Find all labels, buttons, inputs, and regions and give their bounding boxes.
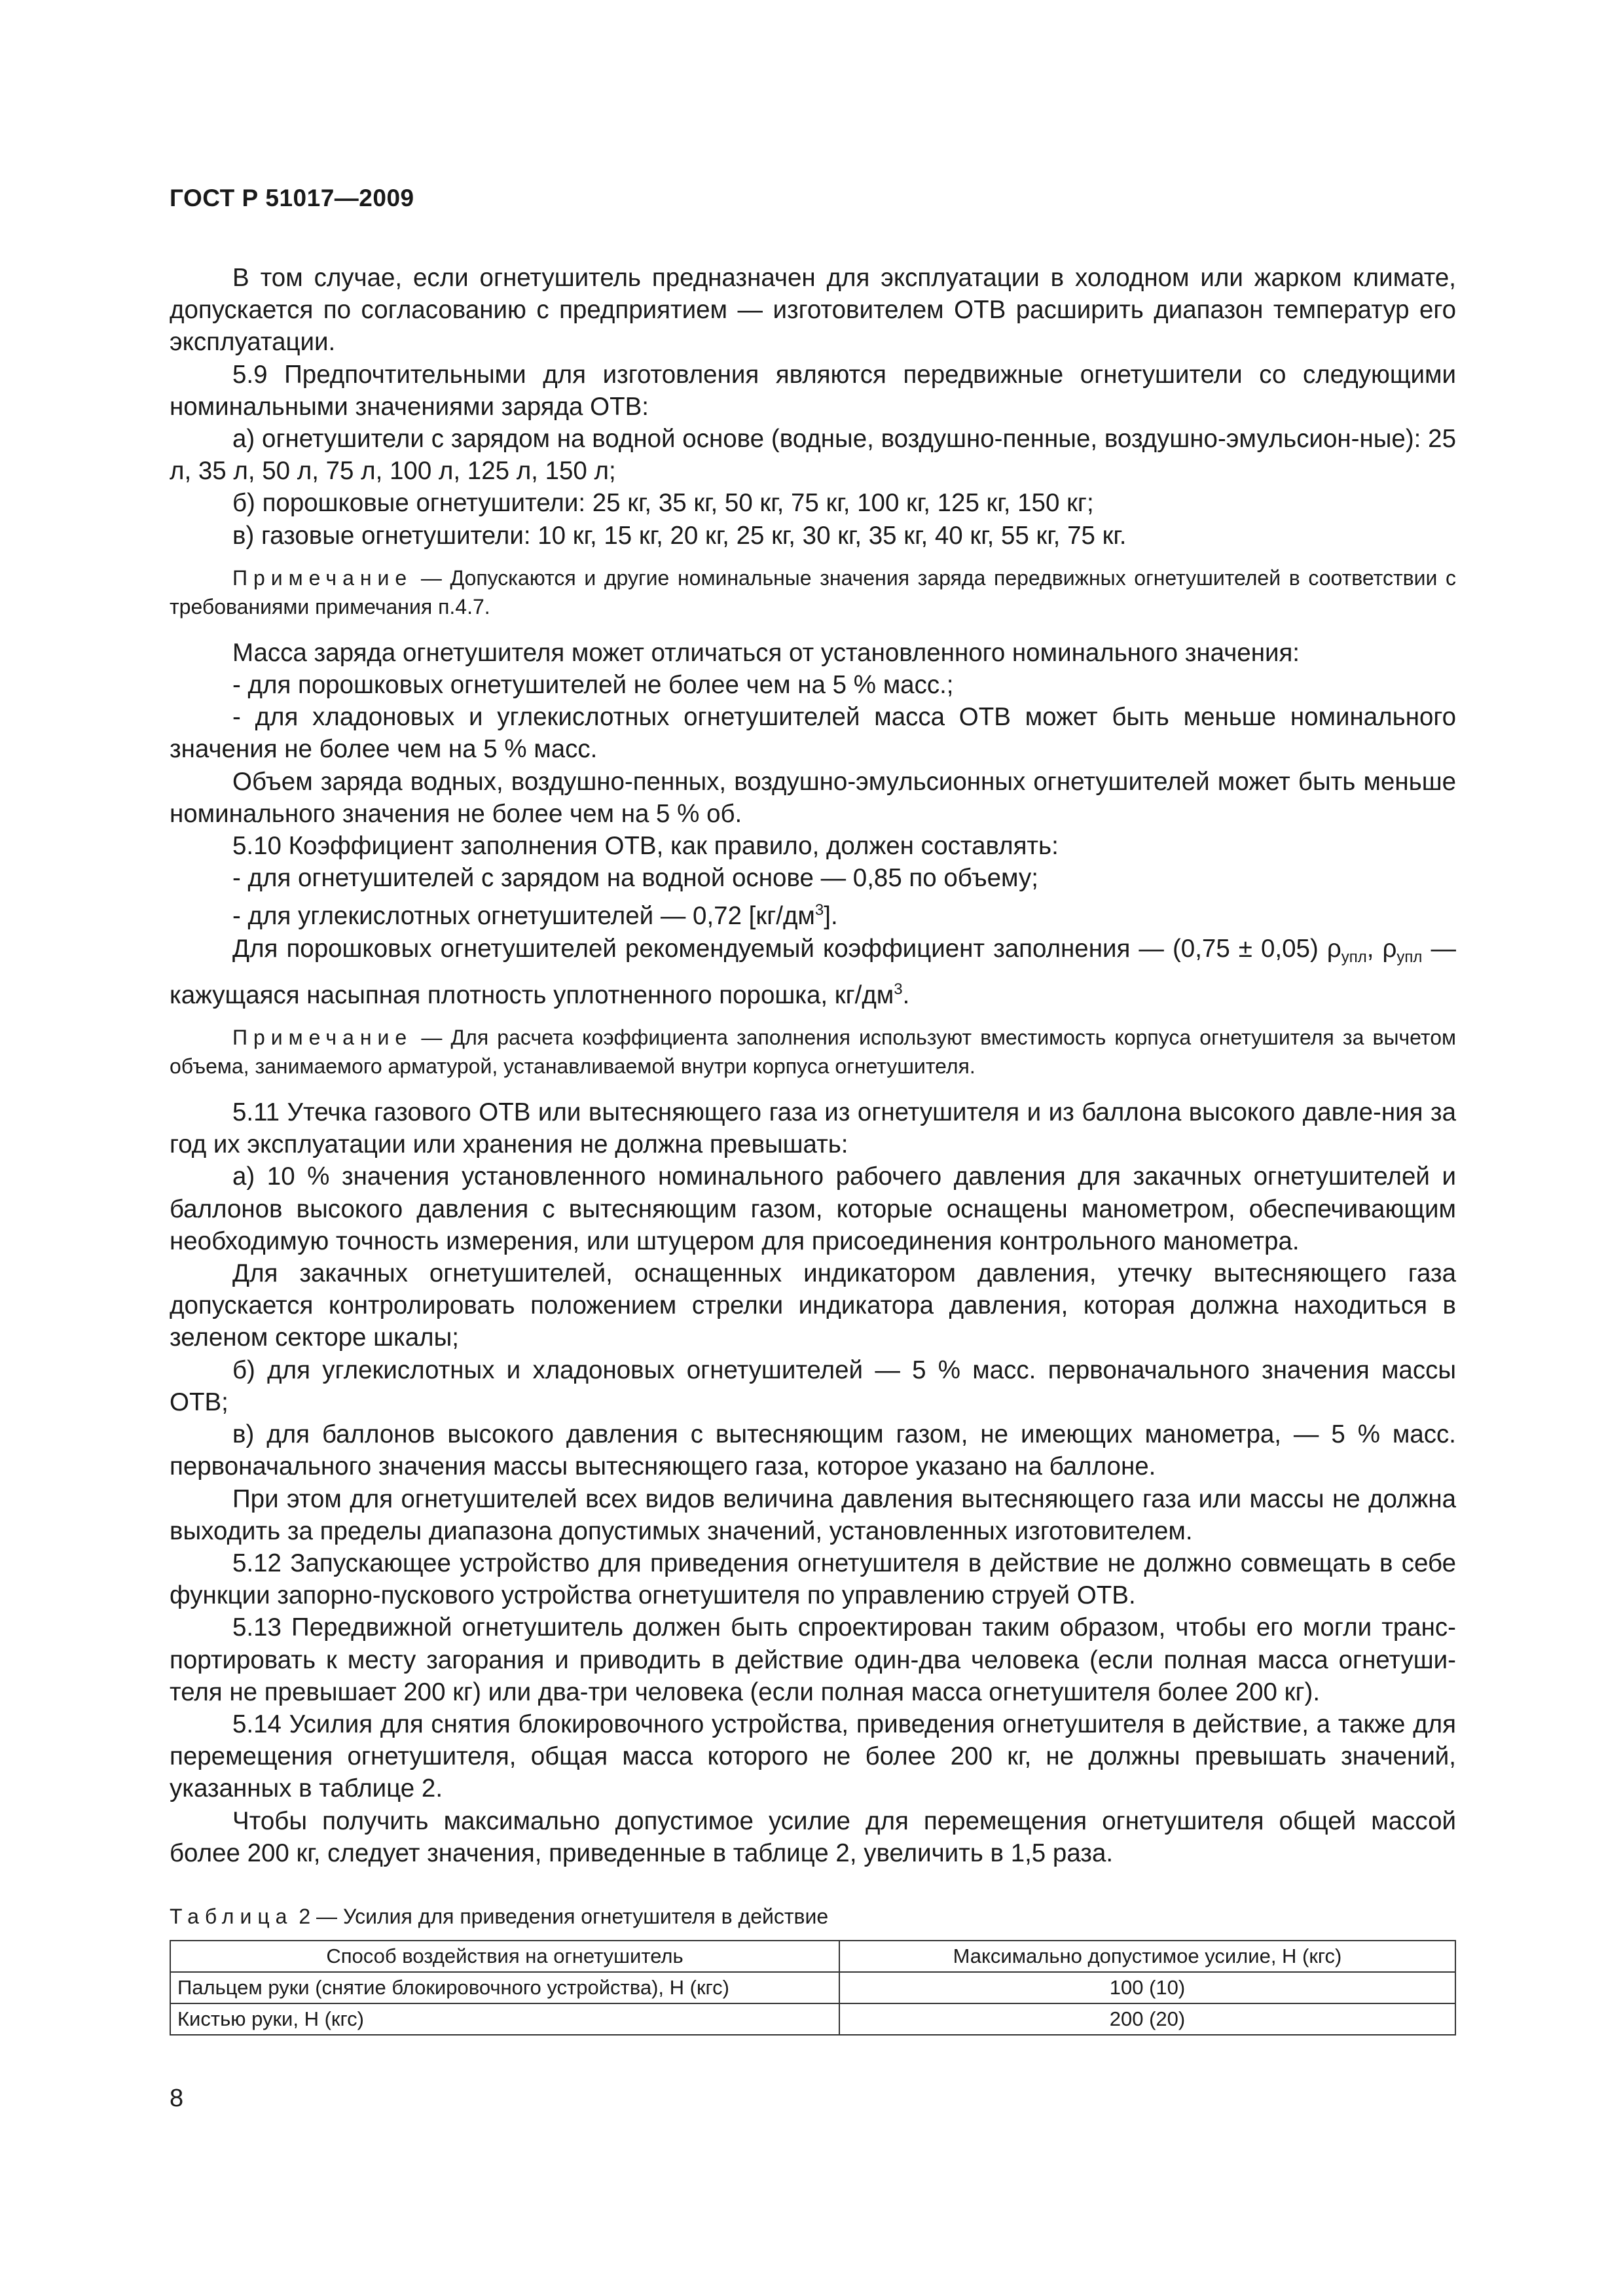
list-item: - для хладоновых и углекислотных огнетушителей масса ОТВ может быть меньше номинального значения не более чем на 5 % масс. [170,703,1456,764]
table-caption-text: 2 — Усилия для приведения огнетушителя в действие [293,1905,829,1928]
table-cell: Кистью руки, Н (кгс) [170,2003,839,2035]
paragraph-5-9: 5.9 Предпочтительными для изготовления являются передвижные огнетушители со следующими номинальными значениями заряда ОТВ: [170,360,1456,421]
note-2 [170,1023,1456,1081]
paragraph-5-10: 5.10 Коэффициент заполнения ОТВ, как правило, должен составлять: [232,832,1059,861]
note-1 [170,564,1456,621]
paragraph-5-13: 5.13 Передвижной огнетушитель должен быть спроектирован таким образом, чтобы его могли транс-портировать к месту загорания и приводить в действие один-два человека (если полная масса огнетуши-теля не превышает 200 кг) или два-три человека (если полная масса огнетушителя более 200 кг). [170,1613,1456,1706]
paragraph: Чтобы получить максимально допустимое усилие для перемещения огнетушителя общей массой более 200 кг, следует значения, приведенные в таблице 2, увеличить в 1,5 раза. [170,1806,1456,1867]
table-caption-label: Таблица [170,1905,293,1928]
table-row [170,2003,1455,2035]
note-label: Примечание [232,565,413,590]
body-text [170,262,1456,1869]
table-caption [170,1903,828,1929]
list-item: - для огнетушителей с зарядом на водной основе — 0,85 по объему; [232,864,1038,893]
table-header-cell: Способ воздействия на огнетушитель [170,1941,839,1972]
superscript: 3 [814,901,824,920]
list-item: - для порошковых огнетушителей не более чем на 5 % масс.; [232,671,954,700]
table-header-cell: Максимально допустимое усилие, Н (кгс) [839,1941,1455,1972]
note-text: — Допускаются и другие номинальные значения заряда передвижных огнетушителей в соответствии с требованиями примечания п.4.7. [170,565,1456,619]
paragraph: Масса заряда огнетушителя может отличаться от установленного номинального значения: [232,638,1300,667]
text-run: Для порошковых огнетушителей рекомендуемый коэффициент заполнения — (0,75 ± 0,05) ρ [232,934,1341,963]
note-label: Примечание [232,1026,413,1050]
note-text: — Для расчета коэффициента заполнения используют вместимость корпуса огнетушителя за вычетом объема, занимаемого арматурой, устанавливаемой внутри корпуса огнетушителя. [170,1026,1456,1079]
subscript: упл [1396,948,1423,966]
table-row [170,1972,1455,2003]
text-run: ]. [824,902,838,931]
paragraph-5-14: 5.14 Усилия для снятия блокировочного устройства, приведения огнетушителя в действие, а также для перемещения огнетушителя, общая масса которого не более 200 кг, не должны превышать значений, указанных в таблице 2. [170,1710,1456,1803]
paragraph: В том случае, если огнетушитель предназначен для эксплуатации в холодном или жарком климате, допускается по согласованию с предприятием — изготовителем ОТВ расширить диапазон температур его эксплуатации. [170,264,1456,357]
paragraph: При этом для огнетушителей всех видов величина давления вытесняющего газа или массы не должна выходить за пределы диапазона допустимых значений, установленных изготовителем. [170,1484,1456,1545]
forces-table [170,1940,1456,2036]
list-item [170,894,1456,932]
paragraph-5-12: 5.12 Запускающее устройство для приведения огнетушителя в действие не должно совмещать в себе функции запорно-пускового устройства огнетушителя по управлению струей ОТВ. [170,1549,1456,1610]
list-item-v: в) для баллонов высокого давления с вытесняющим газом, не имеющих манометра, — 5 % масс. первоначального значения массы вытесняющего газа, которое указано на баллоне. [170,1420,1456,1481]
page-number: 8 [170,2085,184,2112]
table-header-row [170,1941,1455,1972]
text-run: - для углекислотных огнетушителей — 0,72 [кг/дм [232,902,815,931]
text-run: , ρ [1366,934,1397,963]
list-item-b: б) для углекислотных и хладоновых огнетушителей — 5 % масс. первоначального значения массы ОТВ; [170,1355,1456,1416]
paragraph: Для закачных огнетушителей, оснащенных индикатором давления, утечку вытесняющего газа допускается контролировать положением стрелки индикатора давления, которая должна находиться в зеленом секторе шкалы; [170,1259,1456,1352]
table-cell: 200 (20) [839,2003,1455,2035]
list-item-a: а) огнетушители с зарядом на водной основе (водные, воздушно-пенные, воздушно-эмульсион-ные): 25 л, 35 л, 50 л, 75 л, 100 л, 125 л, 150 л; [170,425,1456,486]
table-cell: Пальцем руки (снятие блокировочного устройства), Н (кгс) [170,1972,839,2003]
paragraph [170,933,1456,1011]
table-cell: 100 (10) [839,1972,1455,2003]
list-item-a: а) 10 % значения установленного номинального рабочего давления для закачных огнетушителей и баллонов высокого давления с вытесняющим газом, которые оснащены манометром, обеспечивающим необходимую точность измерения, или штуцером для присоединения контрольного манометра. [170,1162,1456,1255]
text-run: — кажущаяся насыпная плотность уплотненного порошка, кг/дм [170,934,1456,1009]
list-item-v: в) газовые огнетушители: 10 кг, 15 кг, 20 кг, 25 кг, 30 кг, 35 кг, 40 кг, 55 кг, 75 кг. [232,521,1127,550]
paragraph-5-11: 5.11 Утечка газового ОТВ или вытесняющего газа из огнетушителя и из баллона высокого давле-ния за год их эксплуатации или хранения не должна превышать: [170,1098,1456,1159]
document-header: ГОСТ Р 51017—2009 [170,185,414,211]
superscript: 3 [894,980,903,998]
paragraph: Объем заряда водных, воздушно-пенных, воздушно-эмульсионных огнетушителей может быть меньше номинального значения не более чем на 5 % об. [170,767,1456,828]
subscript: упл [1341,948,1367,966]
list-item-b: б) порошковые огнетушители: 25 кг, 35 кг, 50 кг, 75 кг, 100 кг, 125 кг, 150 кг; [232,489,1094,518]
text-run: . [902,980,910,1009]
